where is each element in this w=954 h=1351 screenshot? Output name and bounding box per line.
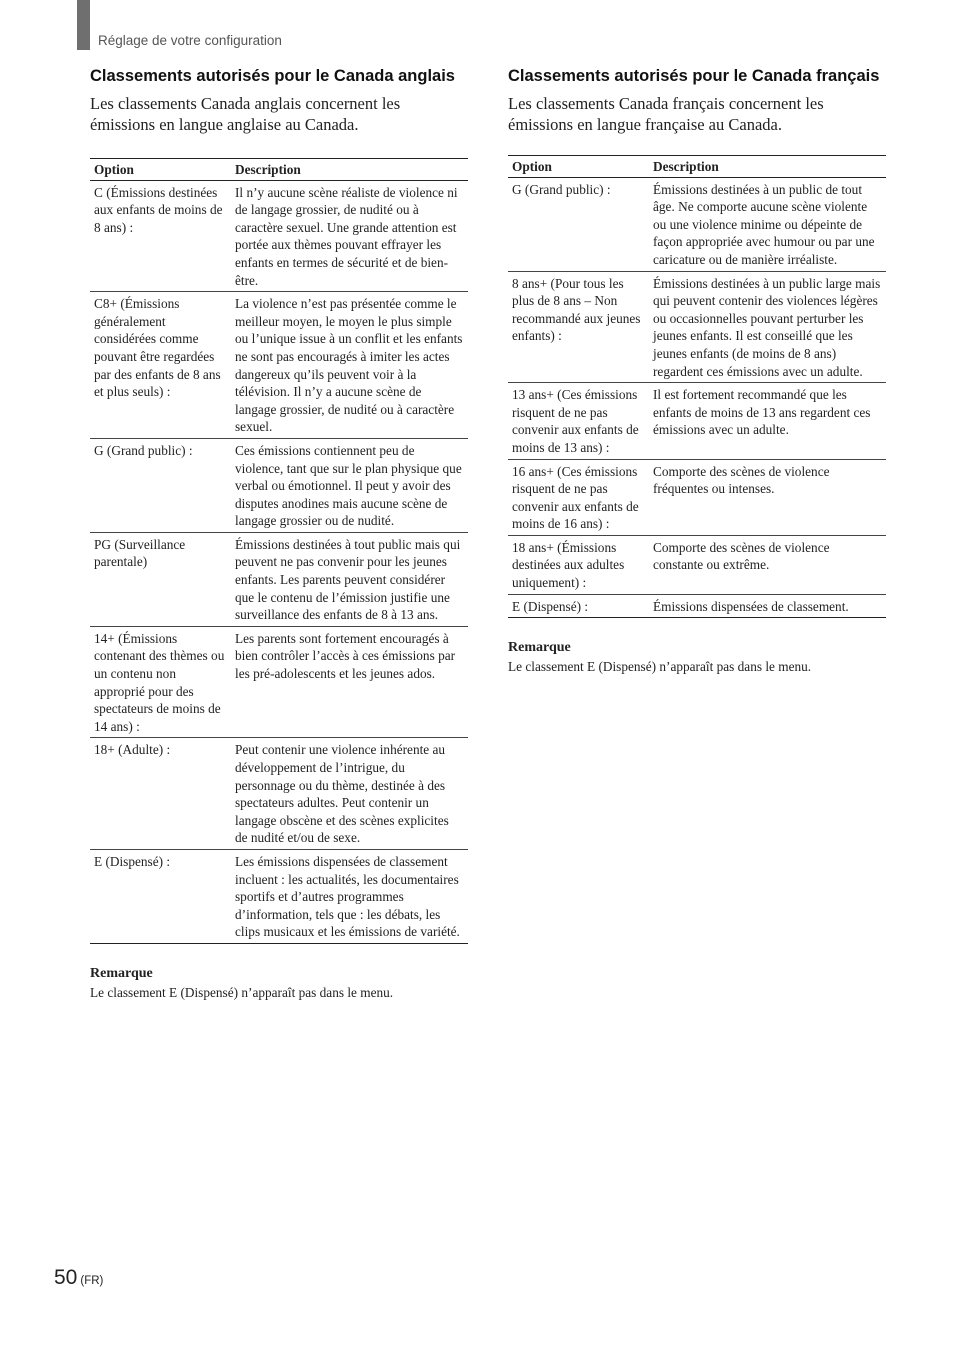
ratings-table-english xyxy=(90,158,468,944)
table-header-row xyxy=(508,156,886,178)
table-row xyxy=(508,594,886,618)
table-row xyxy=(90,626,468,738)
table-row xyxy=(90,438,468,532)
section-title-canada-english: Classements autorisés pour le Canada anglais xyxy=(90,67,455,85)
description-cell: Émissions destinées à tout public mais qui peuvent ne pas convenir pour les jeunes enfants. Les parents peuvent considérer que le contenu de l’émission justifie une surveillance des enfants de 8 à 13 ans. xyxy=(231,532,468,626)
description-cell: Comporte des scènes de violence fréquentes ou intenses. xyxy=(649,459,886,535)
table-header-row xyxy=(90,159,468,181)
note-title: Remarque xyxy=(90,965,153,981)
page-number xyxy=(54,1266,103,1290)
description-cell: La violence n’est pas présentée comme le meilleur moyen, le moyen le plus simple ou l’unique issue à un conflit et les enfants ne sont pas encouragés à imiter les actes dangereux qu’ils peuvent voir à la télévision. Il n’y a aucune scène de langage grossier, de nudité ou à caractère sexuel. xyxy=(231,292,468,439)
table-row xyxy=(90,849,468,943)
description-cell: Les émissions dispensées de classement incluent : les actualités, les documentaires sportifs et d’autres programmes d’information, tels que : les débats, les clips musicaux et les émissions de variété. xyxy=(231,849,468,943)
table-row xyxy=(508,459,886,535)
note-title: Remarque xyxy=(508,640,571,656)
description-cell: Il n’y aucune scène réaliste de violence ni de langage grossier, de nudité ou à caractère sexuel. Une grande attention est portée aux thèmes pouvant effrayer les enfants en termes de sécurité et de bien-être. xyxy=(231,180,468,292)
option-cell: 18 ans+ (Émissions destinées aux adultes uniquement) : xyxy=(508,535,649,594)
note-text: Le classement E (Dispensé) n’apparaît pas dans le menu. xyxy=(90,984,394,1000)
option-cell: PG (Surveillance parentale) xyxy=(90,532,231,626)
page-number-value: 50 xyxy=(54,1266,78,1289)
description-cell: Les parents sont fortement encouragés à bien contrôler l’accès à ces émissions par les pré-adolescents et les jeunes ados. xyxy=(231,626,468,738)
option-cell: E (Dispensé) : xyxy=(90,849,231,943)
description-cell: Émissions destinées à un public large mais qui peuvent contenir des violences légères ou occasionnelles pouvant perturber les jeunes enfants. Il est conseillé que les jeunes enfants (de moins de 8 ans) regardent ces émissions avec un adulte. xyxy=(649,271,886,383)
right-column xyxy=(508,66,886,675)
option-cell: 18+ (Adulte) : xyxy=(90,738,231,850)
description-cell: Émissions destinées à un public de tout âge. Ne comporte aucune scène violente ou une violence minime ou dépeinte de façon appropriée avec humour ou par une caricature ou de manière irréaliste. xyxy=(649,177,886,271)
section-title-canada-french: Classements autorisés pour le Canada français xyxy=(508,67,880,85)
column-header-description: Description xyxy=(649,156,886,178)
column-header-description: Description xyxy=(231,159,468,181)
description-cell: Ces émissions contiennent peu de violence, tant que sur le plan physique que verbal ou émotionnel. Il peut y avoir des disputes anodines mais aucune scène de langage grossier ou de nudité. xyxy=(231,438,468,532)
table-row xyxy=(90,292,468,439)
table-row xyxy=(90,532,468,626)
note-text: Le classement E (Dispensé) n’apparaît pas dans le menu. xyxy=(508,659,812,675)
column-header-option: Option xyxy=(90,159,231,181)
description-cell: Comporte des scènes de violence constante ou extrême. xyxy=(649,535,886,594)
option-cell: 13 ans+ (Ces émissions risquent de ne pas convenir aux enfants de moins de 13 ans) : xyxy=(508,383,649,459)
option-cell: E (Dispensé) : xyxy=(508,594,649,618)
option-cell: 16 ans+ (Ces émissions risquent de ne pas convenir aux enfants de moins de 16 ans) : xyxy=(508,459,649,535)
table-row xyxy=(508,271,886,383)
table-row xyxy=(90,180,468,292)
ratings-table-french xyxy=(508,155,886,618)
column-header-option: Option xyxy=(508,156,649,178)
left-column xyxy=(90,66,468,1001)
section-intro: Les classements Canada anglais concernent les émissions en langue anglaise au Canada. xyxy=(90,94,401,134)
option-cell: C (Émissions destinées aux enfants de moins de 8 ans) : xyxy=(90,180,231,292)
table-row xyxy=(508,383,886,459)
language-code: (FR) xyxy=(80,1275,104,1287)
option-cell: 8 ans+ (Pour tous les plus de 8 ans – Non recommandé aux jeunes enfants) : xyxy=(508,271,649,383)
option-cell: G (Grand public) : xyxy=(90,438,231,532)
description-cell: Émissions dispensées de classement. xyxy=(649,594,886,618)
section-intro: Les classements Canada français concernent les émissions en langue française au Canada. xyxy=(508,94,824,134)
option-cell: 14+ (Émissions contenant des thèmes ou un contenu non approprié pour des spectateurs de moins de 14 ans) : xyxy=(90,626,231,738)
option-cell: G (Grand public) : xyxy=(508,177,649,271)
table-row xyxy=(90,738,468,850)
description-cell: Il est fortement recommandé que les enfants de moins de 13 ans regardent ces émissions avec un adulte. xyxy=(649,383,886,459)
section-tab-marker xyxy=(77,0,90,50)
running-header: Réglage de votre configuration xyxy=(98,33,282,48)
description-cell: Peut contenir une violence inhérente au développement de l’intrigue, du personnage ou du thème, destinée à des spectateurs adultes. Peut contenir un langage obscène et des scènes explicites de nudité et/ou de sexe. xyxy=(231,738,468,850)
table-row xyxy=(508,177,886,271)
table-row xyxy=(508,535,886,594)
option-cell: C8+ (Émissions généralement considérées comme pouvant être regardées par des enfants de 8 ans et plus seuls) : xyxy=(90,292,231,439)
